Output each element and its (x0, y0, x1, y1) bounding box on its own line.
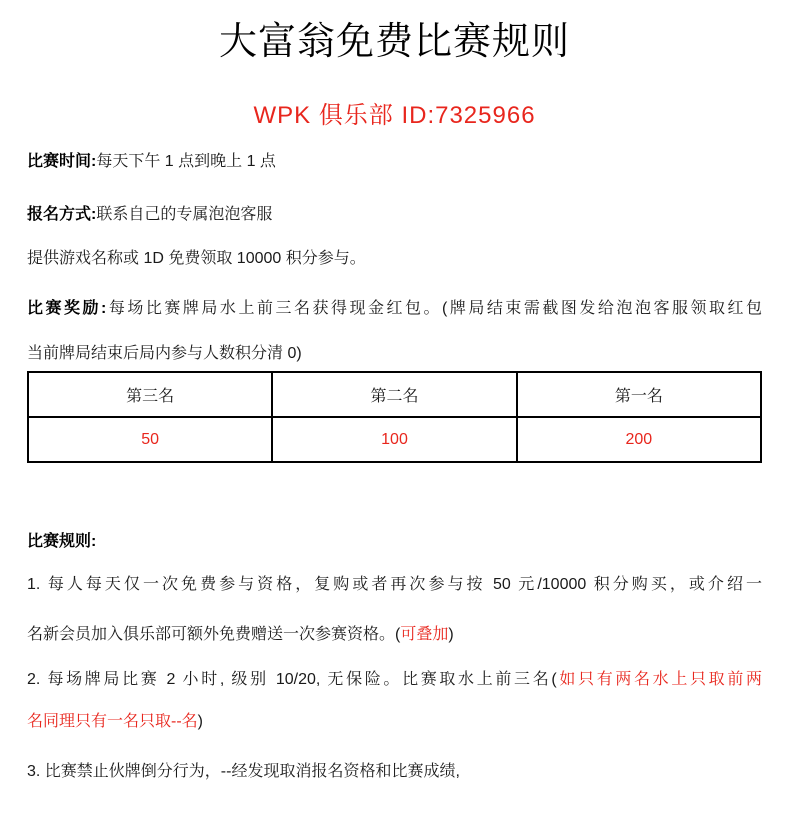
rule-2-line-1-text: 2. 每场牌局比赛 2 小时, 级别 10/20, 无保险。比赛取水上前三名( (27, 671, 557, 688)
paragraph-signup-method (27, 204, 762, 226)
rules-heading (27, 531, 762, 553)
rule-2-line-2 (27, 711, 762, 733)
rule-1-line-1-text: 1. 每人每天仅一次免费参与资格，复购或者再次参与按 50 元/10000 积分购买，或介绍一 (27, 576, 762, 593)
prize-table-value-row (28, 417, 761, 462)
prize-header-second-place: 第二名 (272, 372, 516, 417)
prize-table-header-row (28, 372, 761, 417)
rule-2-line-1-red: 如只有两名水上只取前两 (556, 671, 762, 688)
text-match-time: 每天下午 1 点到晚上 1 点 (96, 153, 276, 170)
rule-3-line (27, 761, 762, 783)
prize-value-third-place: 50 (28, 417, 272, 462)
rules-heading-label: 比赛规则: (27, 533, 97, 550)
paragraph-match-time (27, 151, 762, 173)
rule-1-line-2-text: 名新会员加入俱乐部可额外免费赠送一次参赛资格。( (27, 626, 401, 643)
paragraph-reward-line2 (27, 343, 762, 365)
rule-2-line-2-tail: ) (197, 713, 203, 730)
prize-value-second-place: 100 (272, 417, 516, 462)
rule-3-text: 3. 比赛禁止伙牌倒分行为，--经发现取消报名资格和比赛成绩, (27, 763, 460, 780)
prize-header-first-place: 第一名 (517, 372, 761, 417)
prize-value-first-place: 200 (517, 417, 761, 462)
rule-2-line-1 (27, 669, 762, 691)
rule-1-line-2 (27, 624, 762, 646)
text-signup-detail: 提供游戏名称或 1D 免费领取 10000 积分参与。 (27, 250, 366, 267)
label-signup-method: 报名方式: (27, 206, 97, 223)
label-reward: 比赛奖励: (27, 300, 107, 317)
text-reward-line2: 当前牌局结束后局内参与人数积分清 0) (27, 345, 302, 362)
label-match-time: 比赛时间: (27, 153, 97, 170)
page-title: 大富翁免费比赛规则 (218, 21, 570, 63)
club-id-subtitle: WPK 俱乐部 ID:7325966 (253, 102, 536, 129)
prize-table (27, 371, 762, 463)
text-signup-method: 联系自己的专属泡泡客服 (96, 206, 273, 223)
paragraph-signup-detail (27, 248, 762, 270)
rule-1-line-2-tail: ) (448, 626, 454, 643)
rule-1-line-2-red: 可叠加 (400, 626, 449, 643)
paragraph-reward-line1 (27, 298, 762, 320)
prize-header-third-place: 第三名 (28, 372, 272, 417)
text-reward-line1: 每场比赛牌局水上前三名获得现金红包。(牌局结束需截图发给泡泡客服领取红包 (106, 300, 762, 317)
rule-2-line-2-red: 名同理只有一名只取--名 (27, 713, 198, 730)
rule-1-line-1 (27, 574, 762, 596)
